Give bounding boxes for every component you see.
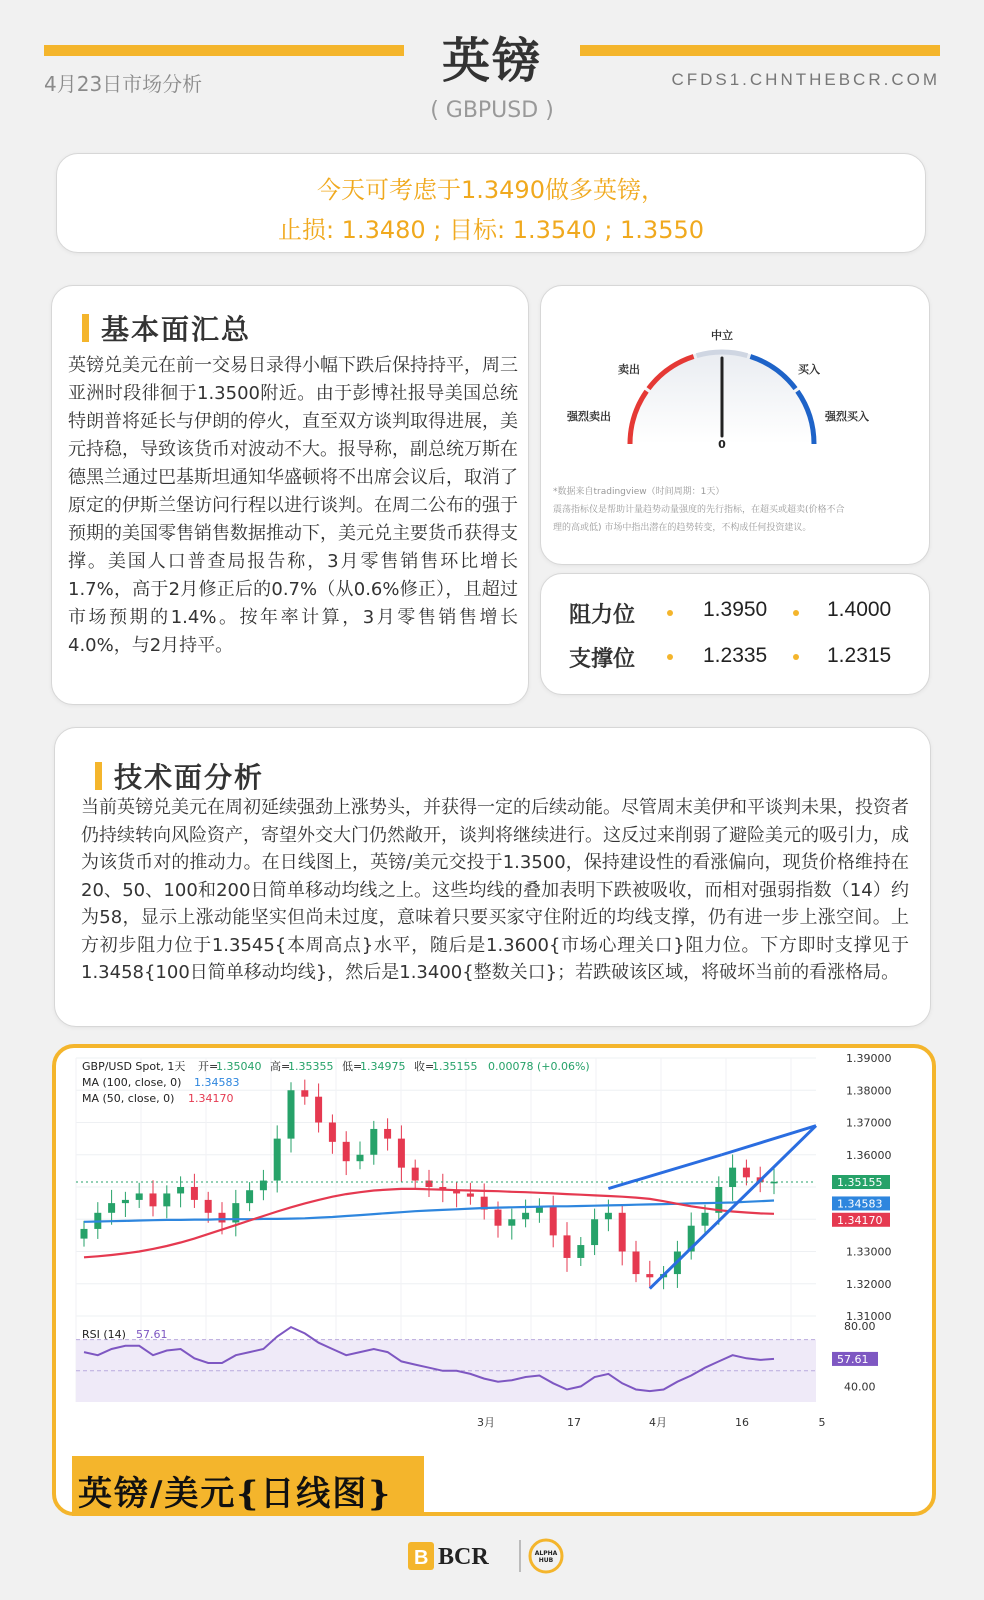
candle-body	[508, 1219, 515, 1225]
gauge-needle-value: 0	[718, 438, 726, 451]
recommendation-line-1: 今天可考虑于1.3490做多英镑，	[317, 176, 665, 204]
price-axis-tick: 1.33000	[846, 1245, 892, 1259]
candle-body	[122, 1200, 129, 1203]
gauge-label-strong-sell: 强烈卖出	[567, 410, 611, 423]
gauge-label-sell: 卖出	[618, 363, 640, 376]
gauge-label-neutral: 中立	[711, 329, 733, 342]
fundamentals-heading	[82, 308, 251, 348]
candle-body	[177, 1187, 184, 1193]
rsi-value-tag-text: 57.61	[837, 1352, 869, 1366]
candle-body	[633, 1252, 640, 1275]
price-axis-tick: 1.32000	[846, 1277, 892, 1291]
rsi-label: RSI (14)	[82, 1328, 126, 1341]
heading-accent-bar	[95, 762, 102, 790]
candle-body	[301, 1090, 308, 1096]
ohlc-close: 1.35155	[432, 1060, 478, 1073]
candle-body	[412, 1168, 419, 1181]
technical-heading	[95, 756, 264, 796]
fundamentals-title: 基本面汇总	[101, 313, 252, 346]
price-tag-value: 1.34583	[837, 1197, 883, 1211]
ohlc-change: 0.00078 (+0.06%)	[488, 1060, 590, 1073]
resistance-level-1: 1.3950	[703, 598, 768, 621]
bullet-dot	[667, 654, 673, 660]
candle-body	[81, 1229, 88, 1239]
candle-body	[564, 1235, 571, 1258]
ma50-legend-label: MA (50, close, 0)	[82, 1092, 175, 1105]
candle-body	[136, 1193, 143, 1199]
rsi-axis-tick: 40.00	[844, 1380, 876, 1394]
price-axis-tick: 1.39000	[846, 1052, 892, 1065]
chart-caption-text: 英镑/美元{日线图}	[78, 1474, 393, 1514]
resistance-label: 阻力位	[569, 603, 636, 628]
technical-card	[54, 727, 931, 1027]
candle-body	[605, 1213, 612, 1219]
candle-body	[398, 1139, 405, 1168]
x-axis-tick: 5	[818, 1416, 826, 1429]
candle-body	[274, 1139, 281, 1181]
candle-body	[205, 1200, 212, 1213]
candle-body	[702, 1213, 709, 1226]
recommendation-line-2: 止损: 1.3480 ; 目标: 1.3540 ; 1.3550	[277, 216, 705, 244]
candle-body	[343, 1142, 350, 1161]
fundamentals-card	[51, 285, 529, 705]
candle-body	[150, 1193, 157, 1206]
technical-title: 技术面分析	[114, 761, 265, 794]
candle-body	[260, 1181, 267, 1191]
rsi-legend-value: 57.61	[136, 1328, 168, 1341]
recommendation-card	[56, 153, 926, 253]
levels-card	[540, 573, 930, 695]
candle-body	[246, 1190, 253, 1203]
candle-body	[219, 1213, 226, 1223]
chart-frame	[52, 1044, 936, 1516]
candle-body	[384, 1129, 391, 1139]
heading-accent-bar	[82, 314, 89, 342]
candle-body	[191, 1187, 198, 1200]
ohlc-high: 1.35355	[288, 1060, 334, 1073]
price-chart	[56, 1048, 932, 1512]
ohlc-open: 1.35040	[216, 1060, 262, 1073]
x-axis-tick: 3月	[477, 1416, 495, 1429]
ma50-legend-value: 1.34170	[188, 1092, 234, 1105]
svg-text:ALPHA: ALPHA	[534, 1550, 558, 1557]
sentiment-gauge-card	[540, 285, 930, 565]
site-url[interactable]: CFDS1.CHNTHEBCR.COM	[671, 70, 940, 89]
gauge-svg	[541, 286, 931, 566]
gauge-label-strong-buy: 强烈买入	[825, 410, 869, 423]
bullet-dot	[667, 610, 673, 616]
rsi-axis-tick: 80.00	[844, 1320, 876, 1333]
ohlc-low: 1.34975	[360, 1060, 406, 1073]
candle-body	[591, 1219, 598, 1245]
candle-body	[495, 1210, 502, 1226]
bcr-logo	[408, 1534, 578, 1578]
gauge-label-buy: 买入	[798, 363, 820, 376]
candle-body	[550, 1206, 557, 1235]
candle-body	[108, 1203, 115, 1213]
svg-text:BCR: BCR	[438, 1544, 489, 1570]
candle-body	[357, 1155, 364, 1161]
svg-text:HUB: HUB	[538, 1557, 554, 1564]
chart-title: GBP/USD Spot, 1天	[82, 1060, 186, 1073]
x-axis-tick: 16	[735, 1416, 749, 1429]
ohlc-high-label: 高=	[270, 1060, 291, 1073]
candle-body	[329, 1123, 336, 1142]
svg-text:B: B	[414, 1547, 429, 1569]
price-tag-value: 1.34170	[837, 1213, 883, 1227]
support-label: 支撑位	[569, 647, 636, 672]
candle-body	[522, 1213, 529, 1219]
candle-body	[619, 1213, 626, 1252]
price-axis-tick: 1.31000	[846, 1310, 892, 1323]
bullet-dot	[793, 610, 799, 616]
ma100-legend-value: 1.34583	[194, 1076, 240, 1089]
support-level-2: 1.2315	[827, 644, 892, 667]
gauge-note-source: *数据来自tradingview（时间周期：1天）	[553, 487, 725, 497]
page-title: 英镑	[441, 33, 542, 89]
price-axis-tick: 1.38000	[846, 1084, 892, 1098]
price-axis-tick: 1.36000	[846, 1148, 892, 1162]
ohlc-open-label: 开=	[198, 1060, 219, 1073]
ohlc-low-label: 低=	[342, 1060, 363, 1073]
candle-body	[646, 1274, 653, 1277]
candle-body	[288, 1090, 295, 1138]
chart-caption	[72, 1456, 424, 1516]
technical-text: 当前英镑兑美元在周初延续强劲上涨势头，并获得一定的后续动能。尽管周末美伊和平谈判未果，投资者仍持续转向风险资产，寄望外交大门仍然敞开，谈判将继续进行。这反过来削弱了避险美元的吸引力，成为该货币对的推动力。在日线图上，英镑/美元交投于1.3500，保持建设性的看涨偏向，现货价格维持在20、50、100和200日简单移动均线之上。这些均线的叠加表明下跌被吸收，而相对强弱指数（14）约为58，显示上涨动能坚实但尚未过度，意味着只要买家守住附近的均线支撑，仍有进一步上涨空间。上方初步阻力位于1.3545{本周高点}水平，随后是1.3600{市场心理关口}阻力位。下方即时支撑见于1.3458{100日简单移动均线}，然后是1.3400{整数关口}；若跌破该区域，将破坏当前的看涨格局。	[81, 797, 909, 983]
ma100-legend-label: MA (100, close, 0)	[82, 1076, 182, 1089]
candle-body	[315, 1097, 322, 1123]
support-level-1: 1.2335	[703, 644, 768, 667]
price-tag-value: 1.35155	[837, 1176, 883, 1190]
gauge-note-desc-1: 震荡指标仪是帮助计量趋势动量强度的先行指标，在超买或超卖(价格不合	[553, 505, 845, 515]
candle-body	[467, 1193, 474, 1196]
candle-body	[729, 1168, 736, 1187]
price-axis-tick: 1.37000	[846, 1116, 892, 1130]
resistance-level-2: 1.4000	[827, 598, 892, 621]
x-axis-tick: 4月	[649, 1416, 667, 1429]
bullet-dot	[793, 654, 799, 660]
fundamentals-text: 英镑兑美元在前一交易日录得小幅下跌后保持持平，周三亚洲时段徘徊于1.3500附近。由于彭博社报导美国总统特朗普将延长与伊朗的停火，直至双方谈判取得进展，美元持稳，导致该货币对波动不大。报导称，副总统万斯在德黑兰通过巴基斯坦通知华盛顿将不出席会议后，取消了原定的伊斯兰堡访问行程以进行谈判。在周二公布的强于预期的美国零售销售数据推动下，美元兑主要货币获得支撑。美国人口普查局报告称，3月零售销售环比增长1.7%，高于2月修正后的0.7%（从0.6%修正），且超过市场预期的1.4%。按年率计算，3月零售销售增长4.0%，与2月持平。	[68, 355, 518, 656]
ohlc-close-label: 收=	[414, 1060, 435, 1073]
x-axis-tick: 17	[567, 1416, 581, 1429]
candle-body	[743, 1168, 750, 1178]
candle-body	[577, 1245, 584, 1258]
page-subtitle: ( GBPUSD )	[430, 98, 554, 123]
candle-body	[163, 1193, 170, 1206]
report-date: 4月23日市场分析	[44, 72, 203, 96]
gauge-note-desc-2: 理的高或低) 市场中指出潜在的趋势转变，不构成任何投资建议。	[553, 523, 812, 533]
candle-body	[370, 1129, 377, 1155]
